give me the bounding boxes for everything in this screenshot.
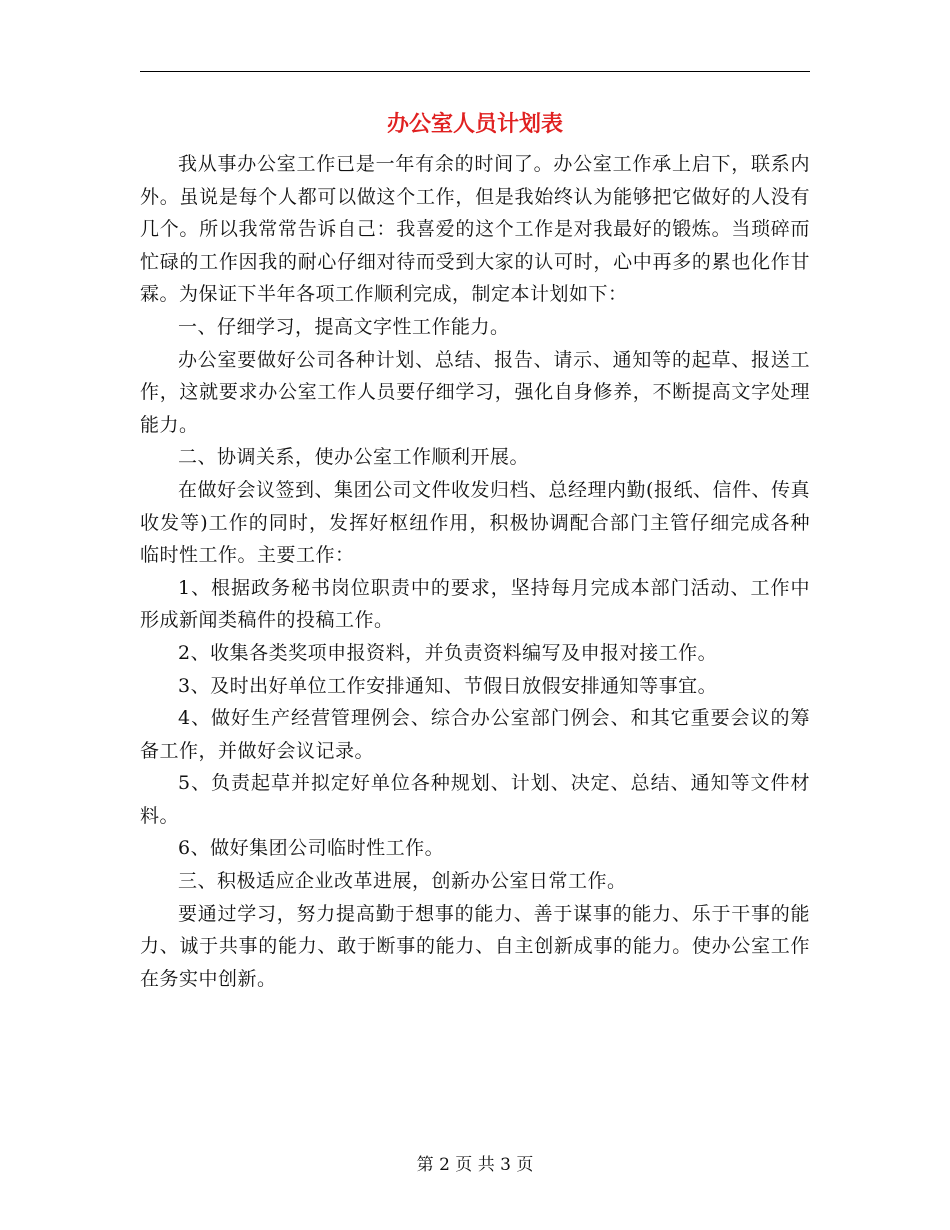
paragraph: 6、做好集团公司临时性工作。 — [178, 837, 445, 860]
paragraph: 办公室要做好公司各种计划、总结、报告、请示、通知等的起草、报送工作，这就要求办公室工作人员要仔细学习，强化自身修养，不断提高文字处理能力。 — [140, 348, 810, 436]
paragraph: 一、仔细学习，提高文字性工作能力。 — [178, 315, 510, 338]
document-title: 办公室人员计划表 — [386, 111, 563, 137]
paragraph: 二、协调关系，使办公室工作顺利开展。 — [178, 446, 530, 469]
paragraph: 5、负责起草并拟定好单位各种规划、计划、决定、总结、通知等文件材料。 — [140, 772, 810, 827]
paragraph: 在做好会议签到、集团公司文件收发归档、总经理内勤(报纸、信件、传真收发等)工作的同时，发挥好枢纽作用，积极协调配合部门主管仔细完成各种临时性工作。主要工作： — [140, 478, 810, 567]
document-body — [140, 148, 810, 995]
paragraph: 我从事办公室工作已是一年有余的时间了。办公室工作承上启下，联系内外。虽说是每个人都可以做这个工作，但是我始终认为能够把它做好的人没有几个。所以我常常告诉自己：我喜爱的这个工作是对我最好的锻炼。当琐碎而忙碌的工作因我的耐心仔细对待而受到大家的认可时，心中再多的累也化作甘霖。为保证下半年各项工作顺利完成，制定本计划如下： — [140, 153, 810, 306]
paragraph: 要通过学习，努力提高勤于想事的能力、善于谋事的能力、乐于干事的能力、诚于共事的能力、敢于断事的能力、自主创新成事的能力。使办公室工作在务实中创新。 — [140, 902, 810, 990]
header-rule — [140, 71, 810, 72]
paragraph: 2、收集各类奖项申报资料，并负责资料编写及申报对接工作。 — [178, 641, 718, 664]
paragraph: 三、积极适应企业改革进展，创新办公室日常工作。 — [178, 870, 627, 893]
paragraph: 4、做好生产经营管理例会、综合办公室部门例会、和其它重要会议的筹备工作，并做好会议记录。 — [140, 707, 810, 762]
paragraph: 1、根据政务秘书岗位职责中的要求，坚持每月完成本部门活动、工作中形成新闻类稿件的投稿工作。 — [140, 576, 810, 632]
paragraph: 3、及时出好单位工作安排通知、节假日放假安排通知等事宜。 — [178, 674, 718, 697]
page-number: 第 2 页 共 3 页 — [416, 1155, 534, 1175]
